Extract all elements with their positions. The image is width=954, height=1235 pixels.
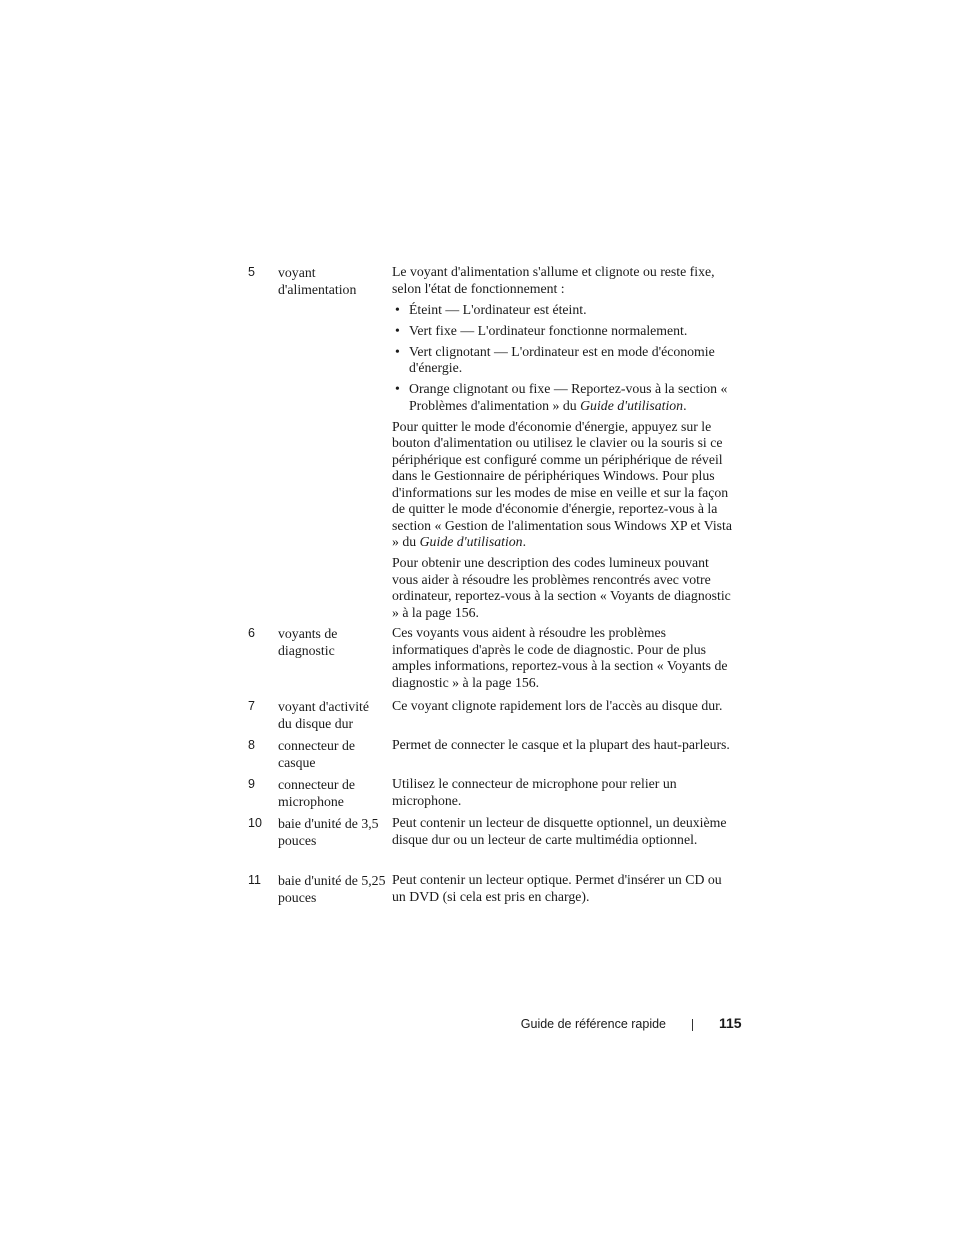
item-description: Utilisez le connecteur de microphone pour relier un microphone. — [392, 776, 677, 808]
status-list — [392, 302, 738, 415]
item-label: connecteur de casque — [278, 738, 355, 770]
item-label: voyant d'alimentation — [278, 265, 357, 297]
intro-text: Le voyant d'alimentation s'allume et clignote ou reste fixe, selon l'état de fonctionnement : — [392, 264, 715, 296]
guide-reference: Guide d'utilisation — [580, 397, 684, 413]
item-label: baie d'unité de 3,5 pouces — [278, 816, 379, 848]
item-number: 5 — [248, 265, 255, 279]
list-item: • Éteint — L'ordinateur est éteint. — [392, 302, 738, 319]
item-description: Ces voyants vous aident à résoudre les problèmes informatiques d'après le code de diagnostic. Pour de plus amples informations, reportez-vous à la section « Voyants de diagnostic » à la page 156. — [392, 625, 728, 690]
item-description: Permet de connecter le casque et la plupart des haut-parleurs. — [392, 737, 730, 752]
item-description: Peut contenir un lecteur optique. Permet d'insérer un CD ou un DVD (si cela est pris en charge). — [392, 872, 722, 904]
item-number: 11 — [248, 873, 261, 887]
item-description: Peut contenir un lecteur de disquette optionnel, un deuxième disque dur ou un lecteur de carte multimédia optionnel. — [392, 815, 727, 847]
item-description — [392, 264, 738, 626]
guide-reference: Guide d'utilisation — [419, 534, 523, 549]
footer-title: Guide de référence rapide — [520, 1017, 666, 1031]
item-number: 9 — [248, 777, 255, 791]
item-description: Ce voyant clignote rapidement lors de l'accès au disque dur. — [392, 698, 723, 713]
paragraph: Pour quitter le mode d'économie d'énergie, appuyez sur le bouton d'alimentation ou utilisez le clavier ou la souris si ce périphérique est configuré comme un périphérique de réveil dans le Gestionnaire de périphériques Windows. Pour plus d'informations sur les modes de mise en veille et sur la façon de quitter le mode d'économie d'énergie, reportez-vous à la section « Gestion de l'alimentation sous Windows XP et Vista » du Guide d'utilisation. — [392, 418, 732, 549]
item-number: 7 — [248, 699, 255, 713]
item-number: 10 — [248, 816, 262, 830]
list-item: • Vert clignotant — L'ordinateur est en mode d'économie d'énergie. — [392, 344, 738, 377]
item-number: 6 — [248, 626, 255, 640]
item-label: connecteur de microphone — [278, 777, 355, 809]
item-label: voyants de diagnostic — [278, 626, 338, 658]
item-label: baie d'unité de 5,25 pouces — [278, 873, 386, 905]
paragraph: Pour obtenir une description des codes lumineux pouvant vous aider à résoudre les problèmes rencontrés avec votre ordinateur, reportez-vous à la section « Voyants de diagnostic » à la page 156. — [392, 555, 731, 620]
page-number: 115 — [719, 1015, 742, 1031]
list-item: • Vert fixe — L'ordinateur fonctionne normalement. — [392, 323, 738, 340]
item-number: 8 — [248, 738, 255, 752]
item-label: voyant d'activité du disque dur — [278, 699, 369, 731]
footer-separator — [692, 1019, 693, 1031]
list-item: • Orange clignotant ou fixe — Reportez-vous à la section « Problèmes d'alimentation » du Guide d'utilisation. — [392, 381, 738, 414]
